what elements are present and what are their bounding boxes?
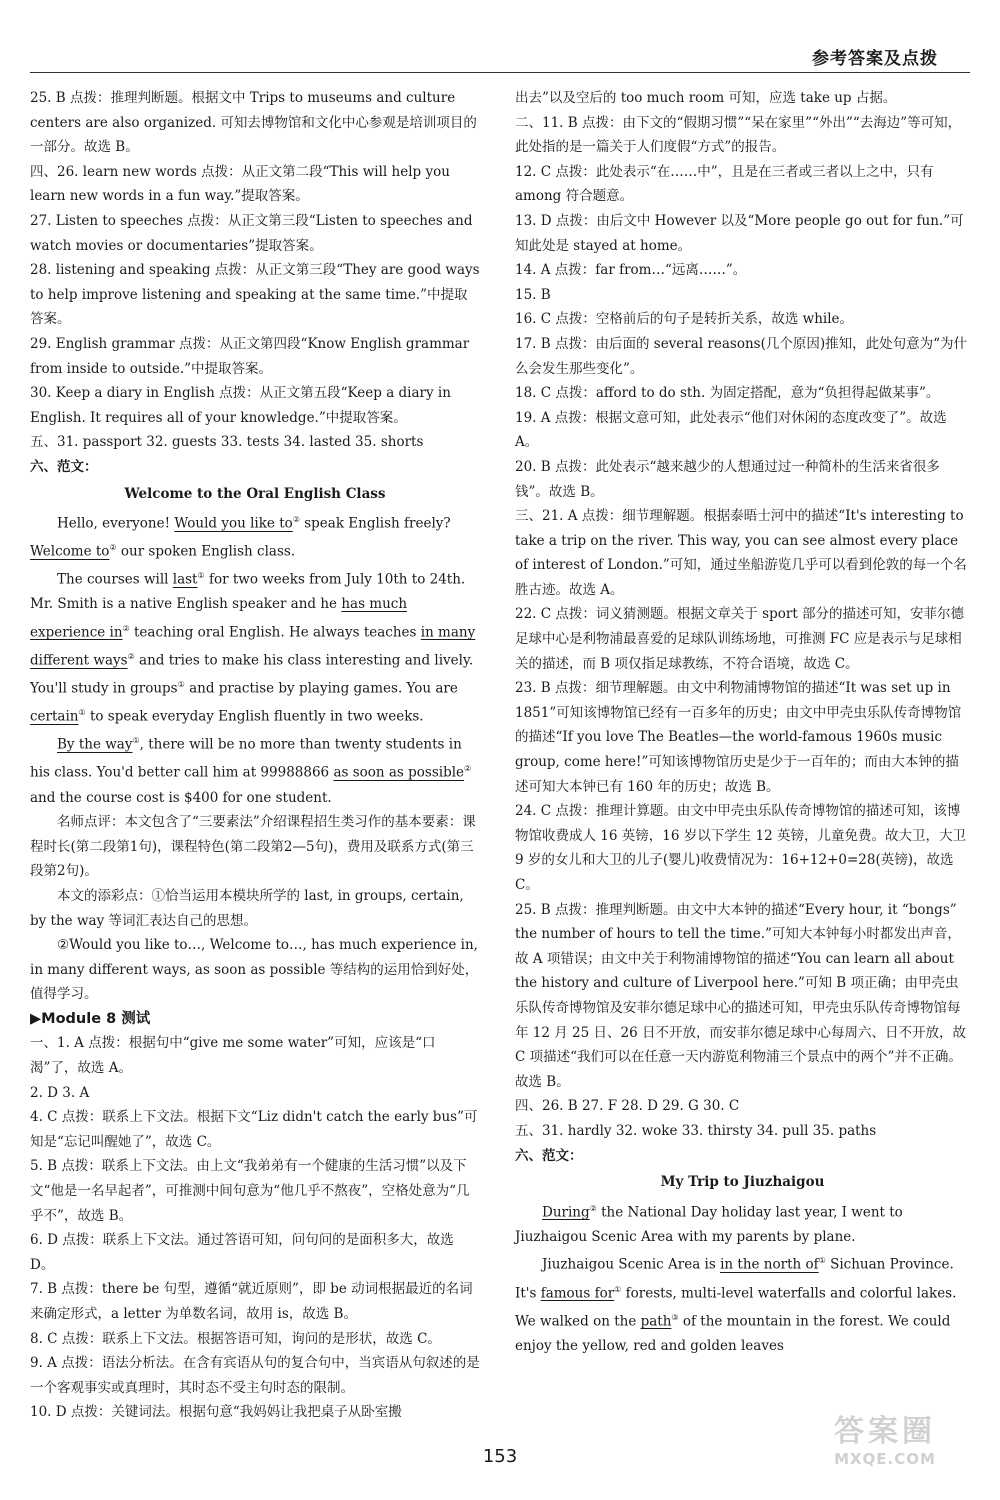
answer-item: 12. C 点拨：此处表示“在……中”，且是在三者或三者以上之中，只有 among 符合题意。 [515, 163, 934, 205]
answer-item: 五、31. hardly 32. woke 33. thirsty 34. pull 35. paths [515, 1122, 877, 1139]
highlight-comment: 本文的添彩点：①恰当运用本模块所学的 last, in groups, certain, by the way 等词汇表达自己的思想。 [30, 887, 464, 929]
answer-item: 19. A 点拨：根据文意可知，此处表示“他们对休闲的态度改变了”。故选 A。 [515, 409, 947, 451]
answer-item: 五、31. passport 32. guests 33. tests 34. lasted 35. shorts [30, 434, 424, 451]
triangle-icon: ▶ [30, 1010, 42, 1027]
answer-item: 29. English grammar 点拨：从正文第四段“Know English grammar from inside to outside.”中提取答案。 [30, 335, 470, 377]
answer-item: 20. B 点拨：此处表示“越来越少的人想通过过一种简朴的生活来省很多钱”。故选 B。 [515, 458, 940, 500]
answer-item: 23. B 点拨：细节理解题。由文中利物浦博物馆的描述“It was set up in 1851”可知该博物馆已经有一百多年的历史；由文中甲壳虫乐队传奇博物馆的描述“If you love The Beatles—the world-famous 1960s music group, come here!”可知该博物馆历史是少于一百年的；而由大本钟的描述可知大本钟已有 160 年的历史；故选 B。 [515, 680, 962, 795]
answer-item: 一、1. A 点拨：根据句中“give me some water”可知，应该是“口渴”了，故选 A。 [30, 1035, 436, 1077]
answer-item: 22. C 点拨：词义猜测题。根据文章关于 sport 部分的描述可知，安菲尔德足球中心是利物浦最喜爱的足球队训练场地，可推测 FC 应是表示与足球相关的描述，而 B 项仅指足球教练，不符合语境，故选 C。 [515, 606, 965, 672]
answer-item: 出去”以及空后的 too much room 可知，应选 take up 占据。 [515, 90, 897, 106]
answer-item: 27. Listen to speeches 点拨：从正文第三段“Listen to speeches and watch movies or documentaries”提取答案。 [30, 212, 473, 254]
section-heading: 六、范文： [30, 458, 98, 475]
essay-paragraph: By the way①, there will be no more than twenty students in his class. You'd better call him at 99988866 as soon as possible② and the course cost is $400 for one student. [30, 736, 472, 806]
answer-item: 2. D 3. A [30, 1084, 90, 1101]
answer-item: 10. D 点拨：关键词法。根据句意“我妈妈让我把桌子从卧室搬 [30, 1404, 402, 1421]
answer-item: 6. D 点拨：联系上下文法。通过答语可知，问句问的是面积多大，故选 D。 [30, 1232, 454, 1273]
teacher-comment: 名师点评：本文包含了“三要素法”介绍课程招生类习作的基本要素：课程时长(第二段第1句)，课程特色(第二段第2—5句)，费用及联系方式(第三段第2句)。 [30, 814, 476, 880]
answer-item: 14. A 点拨：far from…“远离……”。 [515, 262, 747, 279]
answer-item: 三、21. A 点拨：细节理解题。根据泰晤士河中的描述“It's interesting to take a trip on the river. This way, you can see almost every place of interest of London.”可知，通过坐船游览几乎可以看到伦敦的每一个名胜古迹。故选 A。 [515, 508, 967, 598]
header-rule [30, 72, 970, 73]
essay-title: My Trip to Jiuzhaigou [660, 1174, 825, 1191]
section-heading: 六、范文： [515, 1147, 583, 1164]
answer-item: 25. B 点拨：推理判断题。根据文中 Trips to museums and culture centers are also organized. 可知去博物馆和文化中心参观是培训项目的一部分。故选 B。 [30, 90, 477, 156]
header-title: 参考答案及点拨 [812, 49, 938, 69]
answer-item: 16. C 点拨：空格前后的句子是转折关系，故选 while。 [515, 311, 854, 328]
answer-item: 4. C 点拨：联系上下文法。根据下文“Liz didn't catch the early bus”可知是“忘记叫醒她了”，故选 C。 [30, 1109, 478, 1150]
module-heading: ▶Module 8 测试 [30, 1010, 151, 1027]
answer-item: 25. B 点拨：推理判断题。由文中大本钟的描述“Every hour, it “bongs” the number of hours to tell the time.”可知大本钟每小时都发出声音，故 A 项错误；由文中关于利物浦博物馆的描述“You can learn all about the history and culture of Liverpool here.”可知 B 项正确；由甲壳虫乐队传奇博物馆及安菲尔德足球中心的描述可知，甲壳虫乐队传奇博物馆每年 12 月 25 日、26 日不开放，而安菲尔德足球中心每周六、日不开放，故 C 项描述“我们可以在任意一天内游览利物浦三个景点中的两个”并不正确。故选 B。 [515, 901, 966, 1090]
answer-item: 8. C 点拨：联系上下文法。根据答语可知，询问的是形状，故选 C。 [30, 1330, 441, 1347]
answer-item: 7. B 点拨：there be 句型，遵循“就近原则”，即 be 动词根据最近的名词来确定形式，a letter 为单数名词，故用 is，故选 B。 [30, 1281, 473, 1322]
essay-title: Welcome to the Oral English Class [124, 485, 386, 502]
answer-item: 15. B [515, 286, 551, 303]
answer-item: 9. A 点拨：语法分析法。在含有宾语从句的复合句中，当宾语从句叙述的是一个客观事实或真理时，其时态不受主句时态的限制。 [30, 1355, 480, 1396]
essay-paragraph: During② the National Day holiday last year, I went to Jiuzhaigou Scenic Area with my parents by plane. [515, 1203, 903, 1245]
watermark [790, 1406, 980, 1486]
highlight-comment: ②Would you like to…, Welcome to…, has much experience in, in many different ways, as soon as possible 等结构的运用恰到好处，值得学习。 [30, 937, 479, 1003]
essay-paragraph: Hello, everyone! Would you like to② speak English freely? Welcome to② our spoken English class. [30, 515, 451, 560]
right-column [515, 86, 970, 1358]
answer-item: 二、11. B 点拨：由下文的“假期习惯”“呆在家里”“外出”“去海边”等可知，此处指的是一篇关于人们度假“方式”的报告。 [515, 114, 962, 156]
essay-paragraph: The courses will last① for two weeks from July 10th to 24th. Mr. Smith is a native English speaker and he has much experience in② teaching oral English. He always teaches in many different ways② and tries to make his class interesting and lively. You'll study in groups① and practise by playing games. You are certain① to speak everyday English fluently in two weeks. [30, 571, 476, 725]
answer-item: 17. B 点拨：由后面的 several reasons(几个原因)推知，此处句意为“为什么会发生那些变化”。 [515, 335, 968, 377]
answer-item: 13. D 点拨：由后文中 However 以及“More people go out for fun.”可知此处是 stayed at home。 [515, 212, 964, 254]
answer-item: 28. listening and speaking 点拨：从正文第三段“They are good ways to help improve listening and speaking at the same time.”中提取答案。 [30, 262, 480, 328]
essay-paragraph: Jiuzhaigou Scenic Area is in the north of① Sichuan Province. It's famous for① forests, multi-level waterfalls and colorful lakes. We walked on the path③ of the mountain in the forest. We could enjoy the yellow, red and golden leaves [515, 1256, 957, 1354]
page-header [0, 0, 1000, 82]
answer-item: 24. C 点拨：推理计算题。由文中甲壳虫乐队传奇博物馆的描述可知，该博物馆收费成人 16 英镑，16 岁以下学生 12 英镑，儿童免费。故大卫，大卫 9 岁的女儿和大卫的儿子(婴儿)收费情况为：16+12+0=28(英镑)，故选 C。 [515, 803, 966, 893]
answer-item: 5. B 点拨：联系上下文法。由上文“我弟弟有一个健康的生活习惯”以及下文“他是一名早起者”，可推测中间句意为“他几乎不熬夜”，空格处意为“几乎不”，故选 B。 [30, 1158, 470, 1224]
answer-item: 四、26. B 27. F 28. D 29. G 30. C [515, 1098, 740, 1115]
answer-item: 四、26. learn new words 点拨：从正文第二段“This will help you learn new words in a fun way.”提取答案。 [30, 163, 450, 205]
watermark-logo: 答案圈 [834, 1414, 936, 1449]
answer-item: 30. Keep a diary in English 点拨：从正文第五段“Keep a diary in English. It requires all of your knowledge.”中提取答案。 [30, 385, 451, 426]
answer-item: 18. C 点拨：afford to do sth. 为固定搭配，意为“负担得起做某事”。 [515, 385, 940, 402]
page-number: 153 [482, 1446, 518, 1467]
left-column [30, 86, 480, 1425]
watermark-url: MXQE.COM [834, 1450, 936, 1468]
